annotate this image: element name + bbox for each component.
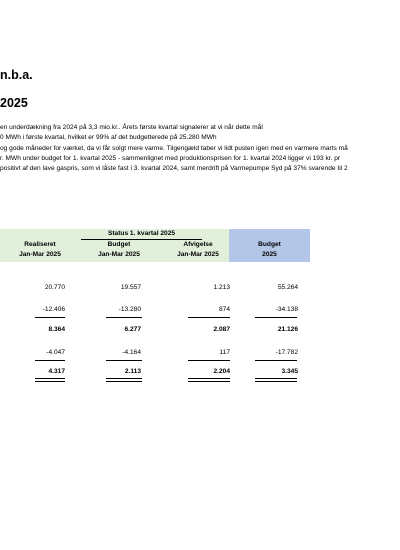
column-header-afvigelse: [158, 240, 238, 260]
column-header-realiseret: [0, 240, 80, 260]
total-double-underline: [35, 378, 65, 382]
table-row: [0, 284, 400, 294]
table-cell: 8.364: [48, 326, 65, 333]
column-header-budget-period: [80, 240, 158, 260]
table-cell: 21.126: [277, 326, 298, 333]
table-cell: 20.770: [44, 284, 65, 291]
column-header-budget-year: [229, 240, 310, 260]
row-underline: [35, 317, 65, 318]
row-underline: [188, 360, 230, 361]
company-heading: n.b.a.: [0, 68, 33, 82]
column-header-line: Budget: [107, 241, 131, 248]
row-underline: [106, 317, 142, 318]
table-cell: 1.213: [213, 284, 230, 291]
table-cell: -13.280: [118, 306, 141, 313]
column-header-line: Realiseret: [24, 241, 56, 248]
total-double-underline: [188, 378, 230, 382]
table-cell: -4.047: [46, 349, 65, 356]
column-header-line: Jan-Mar 2025: [98, 251, 140, 258]
row-underline: [106, 360, 142, 361]
table-row: [0, 349, 400, 359]
table-cell: 874: [218, 306, 230, 313]
column-header-line: Jan-Mar 2025: [19, 251, 61, 258]
table-row-total: [0, 368, 400, 378]
paragraph-line: en underdækning fra 2024 på 3,3 mio.kr.. Årets første kvartal signalerer at vi når dette mål: [0, 124, 263, 131]
table-group-header: Status 1. kvartal 2025: [107, 230, 176, 237]
row-underline: [255, 360, 297, 361]
table-cell: 4.317: [48, 368, 65, 375]
table-cell: 2.113: [124, 368, 141, 375]
row-underline: [188, 317, 230, 318]
table-cell: -12.406: [42, 306, 65, 313]
period-heading: 2025: [0, 96, 28, 110]
column-header-line: Budget: [258, 241, 281, 248]
table-cell: 2.204: [213, 368, 230, 375]
table-cell: 2.087: [213, 326, 230, 333]
row-underline: [35, 360, 65, 361]
table-cell: -4.164: [122, 349, 141, 356]
paragraph-line: r. MWh under budget for 1. kvartal 2025 - sammenlignet med produktionsprisen for 1. kvartal 2024 ligger vi 193 kr. pr: [0, 154, 341, 162]
total-double-underline: [106, 378, 142, 382]
table-cell: -17.782: [275, 349, 298, 356]
table-cell: 6.277: [124, 326, 141, 333]
column-header-line: 2025: [262, 251, 277, 258]
paragraph-line: 0 MWh i første kvartal, hvilket er 99% af det budgetterede på 25.280 MWh: [0, 134, 217, 142]
column-header-line: Jan-Mar 2025: [177, 251, 219, 258]
total-double-underline: [255, 378, 297, 382]
table-cell: 19.557: [120, 284, 141, 291]
table-row: [0, 306, 400, 316]
paragraph-line: positivt af den lave gaspris, som vi låste fast i 3. kvartal 2024, samt merdrift på Varmepumpe Syd på 37% svarende til 2: [0, 165, 348, 173]
table-cell: 117: [219, 349, 230, 356]
summary-paragraph: [0, 123, 348, 174]
paragraph-line: og gode måneder for værket, da vi får solgt mere varme. Tilgengæld taber vi lidt pusten igen med en varmere marts må: [0, 144, 348, 152]
table-row-subtotal: [0, 326, 400, 336]
table-cell: 3.345: [281, 368, 298, 375]
row-underline: [255, 317, 297, 318]
table-cell: 55.264: [277, 284, 298, 291]
column-header-line: Afvigelse: [183, 241, 213, 248]
table-cell: -34.138: [275, 306, 298, 313]
